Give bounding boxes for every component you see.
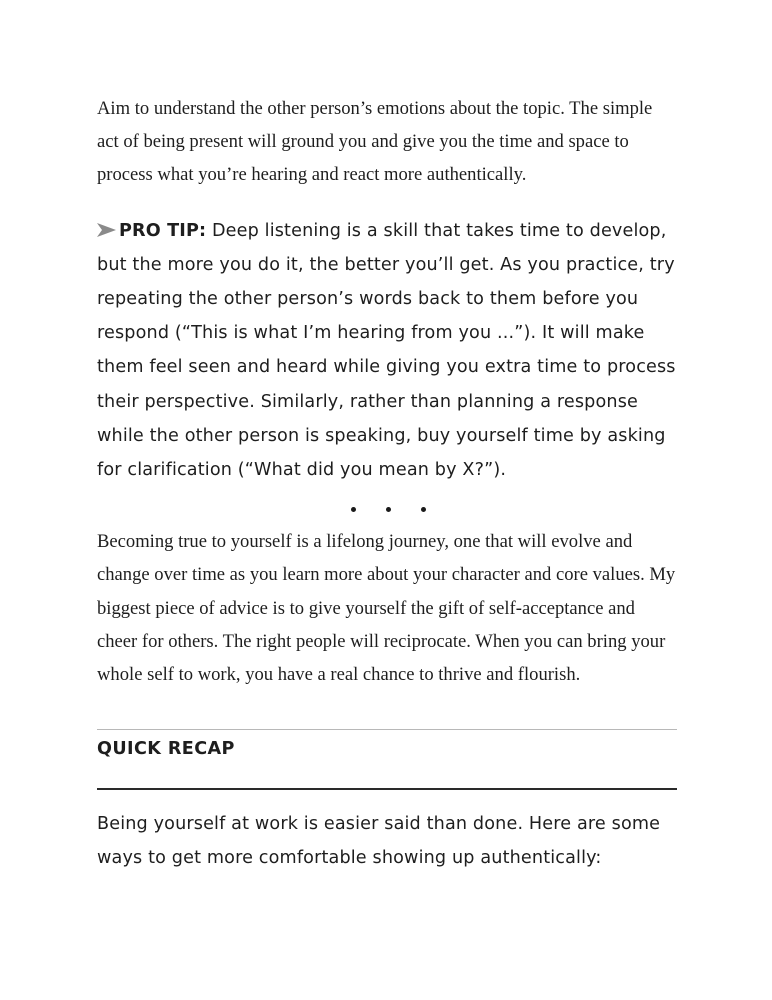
quick-recap-intro: Being yourself at work is easier said than done. Here are some ways to get more comfortable showing up authentically: — [97, 813, 661, 868]
body-paragraph-journey: Becoming true to yourself is a lifelong journey, one that will evolve and change over time as you learn more about your character and core values. My biggest piece of advice is to give yourself the gift of self-acceptance and cheer for others. The right people will reciprocate. When you can bring your whole self to work, you have a real chance to thrive and flourish. — [97, 531, 676, 686]
quick-recap-heading: QUICK RECAP — [97, 739, 235, 760]
arrowhead-right-icon — [97, 223, 116, 237]
pro-tip-text: Deep listening is a skill that takes time to develop, but the more you do it, the better you’ll get. As you practice, try repeating the other person’s words back to them before you respond (“This is what I’m hearing from you ...”). It will make them feel seen and heard while giving you extra time to process their perspective. Similarly, rather than planning a response while the other person is speaking, buy yourself time by asking for clarification (“What did you mean by X?”). — [97, 220, 676, 481]
divider-dot — [351, 507, 356, 512]
divider-dot — [421, 507, 426, 512]
pro-tip-label: PRO TIP: — [119, 220, 207, 241]
body-paragraph-emotions: Aim to understand the other person’s emotions about the topic. The simple act of being present will ground you and give you the time and space to process what you’re hearing and react more authentically. — [97, 98, 653, 186]
pro-tip-paragraph — [97, 214, 677, 488]
section-divider-dots — [97, 503, 677, 515]
recap-bottom-rule — [97, 788, 677, 790]
divider-dot — [386, 507, 391, 512]
document-page — [97, 92, 677, 875]
